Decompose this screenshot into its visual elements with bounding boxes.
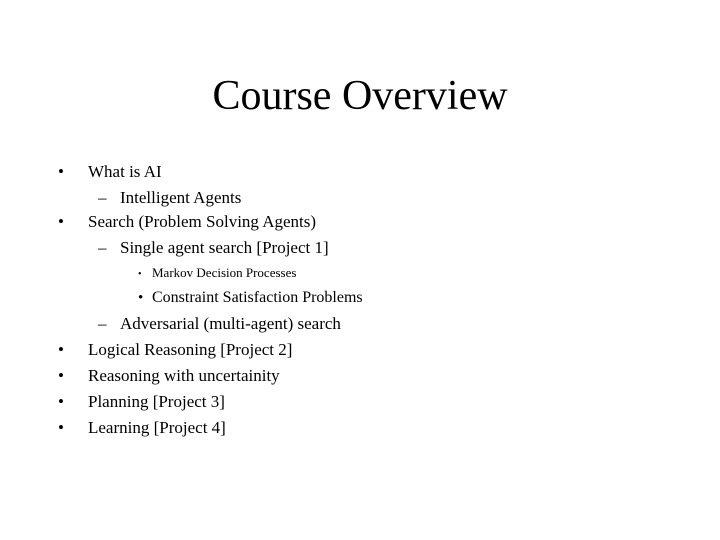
sub-bullet-text: Single agent search [Project 1] <box>120 238 329 257</box>
bullet-text: Learning [Project 4] <box>88 418 226 437</box>
sub-sub-bullet-item <box>0 264 720 282</box>
bullet-text: Search (Problem Solving Agents) <box>88 212 317 231</box>
sub-sub-bullet-text: Constraint Satisfaction Problems <box>152 289 363 306</box>
sub-bullet-text: Intelligent Agents <box>120 188 242 207</box>
bullet-marker: • <box>58 366 64 385</box>
dash-marker: – <box>98 188 107 207</box>
bullet-marker: • <box>58 418 64 437</box>
bullet-text: Planning [Project 3] <box>88 392 225 411</box>
sub-sub-bullet-item <box>0 287 720 309</box>
sub-sub-bullet-text: Markov Decision Processes <box>152 265 297 280</box>
bullet-marker: • <box>58 212 64 231</box>
dash-marker: – <box>98 238 107 257</box>
bullet-item <box>0 391 720 413</box>
sub-bullet-item <box>0 313 720 335</box>
bullet-item <box>0 161 720 183</box>
bullet-text: Logical Reasoning [Project 2] <box>88 340 293 359</box>
sub-bullet-item <box>0 187 720 209</box>
sub-bullet-text: Adversarial (multi-agent) search <box>120 314 341 333</box>
bullet-marker: • <box>138 290 144 306</box>
bullet-marker: • <box>138 269 142 280</box>
bullet-text: What is AI <box>88 162 162 181</box>
bullet-item <box>0 339 720 361</box>
dash-marker: – <box>98 314 107 333</box>
bullet-marker: • <box>58 162 64 181</box>
bullet-marker: • <box>58 340 64 359</box>
slide-title: Course Overview <box>212 73 508 119</box>
bullet-item <box>0 417 720 439</box>
bullet-text: Reasoning with uncertainity <box>88 366 280 385</box>
bullet-item <box>0 365 720 387</box>
bullet-item <box>0 211 720 233</box>
sub-bullet-item <box>0 237 720 259</box>
bullet-marker: • <box>58 392 64 411</box>
